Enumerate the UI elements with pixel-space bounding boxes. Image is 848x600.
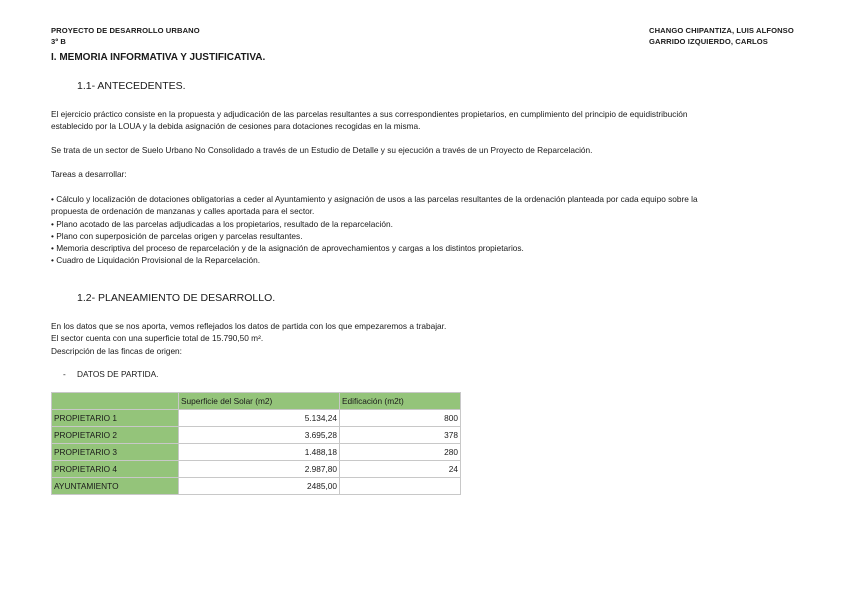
planeamiento-paragraph <box>51 320 791 357</box>
owner-name-cell: PROPIETARIO 4 <box>52 461 179 478</box>
intro-paragraph <box>51 108 791 133</box>
paragraph-line: establecido por la LOUA y la debida asignación de cesiones para dotaciones recogidas en la misma. <box>51 121 421 132</box>
tasks-label-text: Tareas a desarrollar: <box>51 169 127 179</box>
table-header-cell: Edificación (m2t) <box>340 393 461 410</box>
list-item: • Plano con superposición de parcelas origen y parcelas resultantes. <box>51 230 303 241</box>
edificacion-cell <box>340 478 461 495</box>
author-2: GARRIDO IZQUIERDO, CARLOS <box>649 37 768 46</box>
list-item: propuesta de ordenación de manzanas y calles aportada para el sector. <box>51 206 315 217</box>
edificacion-cell: 800 <box>340 410 461 427</box>
table-header-cell: Superficie del Solar (m2) <box>179 393 340 410</box>
memoria-title: I. MEMORIA INFORMATIVA Y JUSTIFICATIVA. <box>51 52 266 63</box>
section-heading-antecedentes: 1.1- ANTECEDENTES. <box>77 80 186 92</box>
list-item: • Cálculo y localización de dotaciones obligatorias a ceder al Ayuntamiento y asignación de usos a las parcelas resultantes de la ordenación planteada por cada equipo sobre la <box>51 194 698 204</box>
section-heading-planeamiento: 1.2- PLANEAMIENTO DE DESARROLLO. <box>77 292 276 304</box>
paragraph-line: El ejercicio práctico consiste en la propuesta y adjudicación de las parcelas resultantes a sus correspondientes propietarios, en cumplimiento del principio de equidistribución <box>51 109 688 119</box>
course-group: 3º B <box>51 37 66 46</box>
tasks-list <box>51 193 791 267</box>
document-header-left <box>51 25 200 47</box>
table-row <box>52 427 461 444</box>
list-item: • Memoria descriptiva del proceso de reparcelación y de la asignación de aprovechamientos y cargas a los distintos propietarios. <box>51 243 524 254</box>
paragraph-line: Descripción de las fincas de origen: <box>51 345 182 356</box>
superficie-cell: 3.695,28 <box>179 427 340 444</box>
table-row <box>52 410 461 427</box>
tasks-label <box>51 168 791 180</box>
edificacion-cell: 24 <box>340 461 461 478</box>
document-header-right <box>649 25 794 47</box>
owner-name-cell: AYUNTAMIENTO <box>52 478 179 495</box>
paragraph-line: Se trata de un sector de Suelo Urbano No Consolidado a través de un Estudio de Detalle y su ejecución a través de un Proyecto de Reparcelación. <box>51 145 593 155</box>
dash-bullet: - <box>63 369 66 379</box>
edificacion-cell: 280 <box>340 444 461 461</box>
table-header-cell <box>52 393 179 410</box>
datos-partida-label: DATOS DE PARTIDA. <box>77 369 159 379</box>
owner-name-cell: PROPIETARIO 3 <box>52 444 179 461</box>
superficie-cell: 5.134,24 <box>179 410 340 427</box>
superficie-cell: 1.488,18 <box>179 444 340 461</box>
list-item: • Cuadro de Liquidación Provisional de la Reparcelación. <box>51 255 261 266</box>
edificacion-cell: 378 <box>340 427 461 444</box>
table-header-row <box>52 393 461 410</box>
table-row <box>52 478 461 495</box>
datos-partida-heading <box>63 369 158 379</box>
project-title: PROYECTO DE DESARROLLO URBANO <box>51 26 200 35</box>
table-row <box>52 444 461 461</box>
owner-name-cell: PROPIETARIO 2 <box>52 427 179 444</box>
sector-paragraph <box>51 144 791 156</box>
superficie-cell: 2.987,80 <box>179 461 340 478</box>
datos-partida-table <box>51 392 461 495</box>
paragraph-line: El sector cuenta con una superficie total de 15.790,50 m². <box>51 333 264 344</box>
table-row <box>52 461 461 478</box>
author-1: CHANGO CHIPANTIZA, LUIS ALFONSO <box>649 26 794 35</box>
superficie-cell: 2485,00 <box>179 478 340 495</box>
list-item: • Plano acotado de las parcelas adjudicadas a los propietarios, resultado de la reparcelación. <box>51 218 393 229</box>
paragraph-line: En los datos que se nos aporta, vemos reflejados los datos de partida con los que empezaremos a trabajar. <box>51 321 447 331</box>
owner-name-cell: PROPIETARIO 1 <box>52 410 179 427</box>
